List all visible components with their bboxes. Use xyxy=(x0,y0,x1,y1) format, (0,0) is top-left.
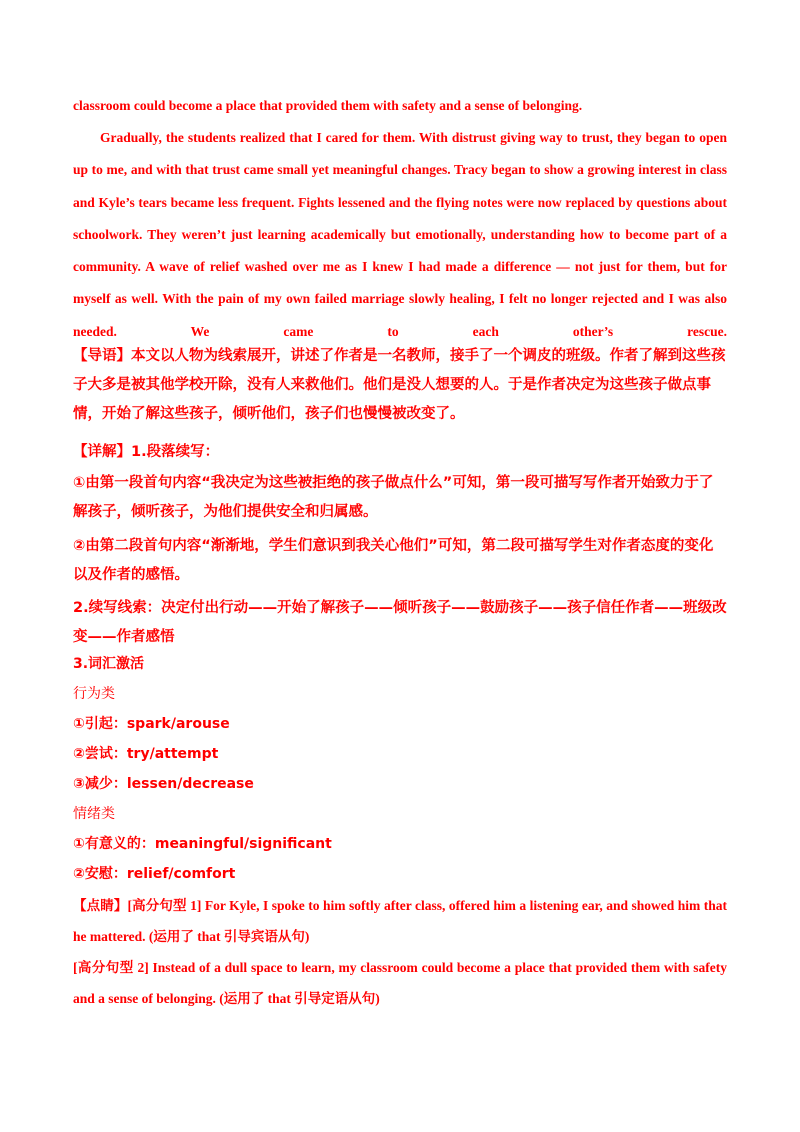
highlight-sentence-1: 【点睛】[高分句型 1] For Kyle, I spoke to him softly after class, offered him a listening ear, and showed him that he mattered. (运用了 that 引导宾语从句) xyxy=(73,898,727,944)
guide-section xyxy=(73,342,727,429)
continuation-clues: 2.续写线索：决定付出行动——开始了解孩子——倾听孩子——鼓励孩子——孩子信任作者——班级改变——作者感悟 xyxy=(73,600,727,645)
guide-label: 【导语】 xyxy=(73,348,131,364)
vocab-heading: 3.词汇激活 xyxy=(73,656,145,672)
vocab-item: ③减少：lessen/decrease xyxy=(73,776,254,792)
vocab-category-action: 行为类 xyxy=(73,686,115,702)
vocab-item: ①引起：spark/arouse xyxy=(73,716,230,732)
vocab-item: ①有意义的：meaningful/significant xyxy=(73,836,332,852)
guide-text: 本文以人物为线索展开，讲述了作者是一名教师，接手了一个调皮的班级。作者了解到这些孩子大多是被其他学校开除，没有人来救他们。他们是没人想要的人。于是作者决定为这些孩子做点事情，开始了解这些孩子，倾听他们，孩子们也慢慢被改变了。 xyxy=(73,348,726,422)
paragraph-continuation: classroom could become a place that provided them with safety and a sense of belonging. xyxy=(73,98,583,113)
vocab-item: ②安慰：relief/comfort xyxy=(73,866,236,882)
detail-heading: 【详解】1.段落续写： xyxy=(73,444,220,460)
highlight-sentence-2: [高分句型 2] Instead of a dull space to learn, my classroom could become a place that provided them with safety and a sense of belonging. (运用了 that 引导定语从句) xyxy=(73,960,727,1006)
paragraph-two: Gradually, the students realized that I cared for them. With distrust giving way to trust, they began to open up to me, and with that trust came small yet meaningful changes. Tracy began to show a growing interest in class and Kyle’s tears became less frequent. Fights lessened and the flying notes were now replaced by questions about schoolwork. They weren’t just learning academically but emotionally, understanding how to become part of a community. A wave of relief washed over me as I knew I had made a difference — not just for them, but for myself as well. With the pain of my own failed marriage slowly healing, I felt no longer rejected and I was also needed. We came to each other’s rescue. xyxy=(73,130,727,339)
vocab-item: ②尝试：try/attempt xyxy=(73,746,219,762)
detail-item-1: ①由第一段首句内容“我决定为这些被拒绝的孩子做点什么”可知，第一段可描写写作者开始致力于了解孩子，倾听孩子，为他们提供安全和归属感。 xyxy=(73,475,714,520)
vocab-category-emotion: 情绪类 xyxy=(73,806,115,822)
detail-item-2: ②由第二段首句内容“渐渐地，学生们意识到我关心他们”可知，第二段可描写学生对作者态度的变化以及作者的感悟。 xyxy=(73,538,714,583)
